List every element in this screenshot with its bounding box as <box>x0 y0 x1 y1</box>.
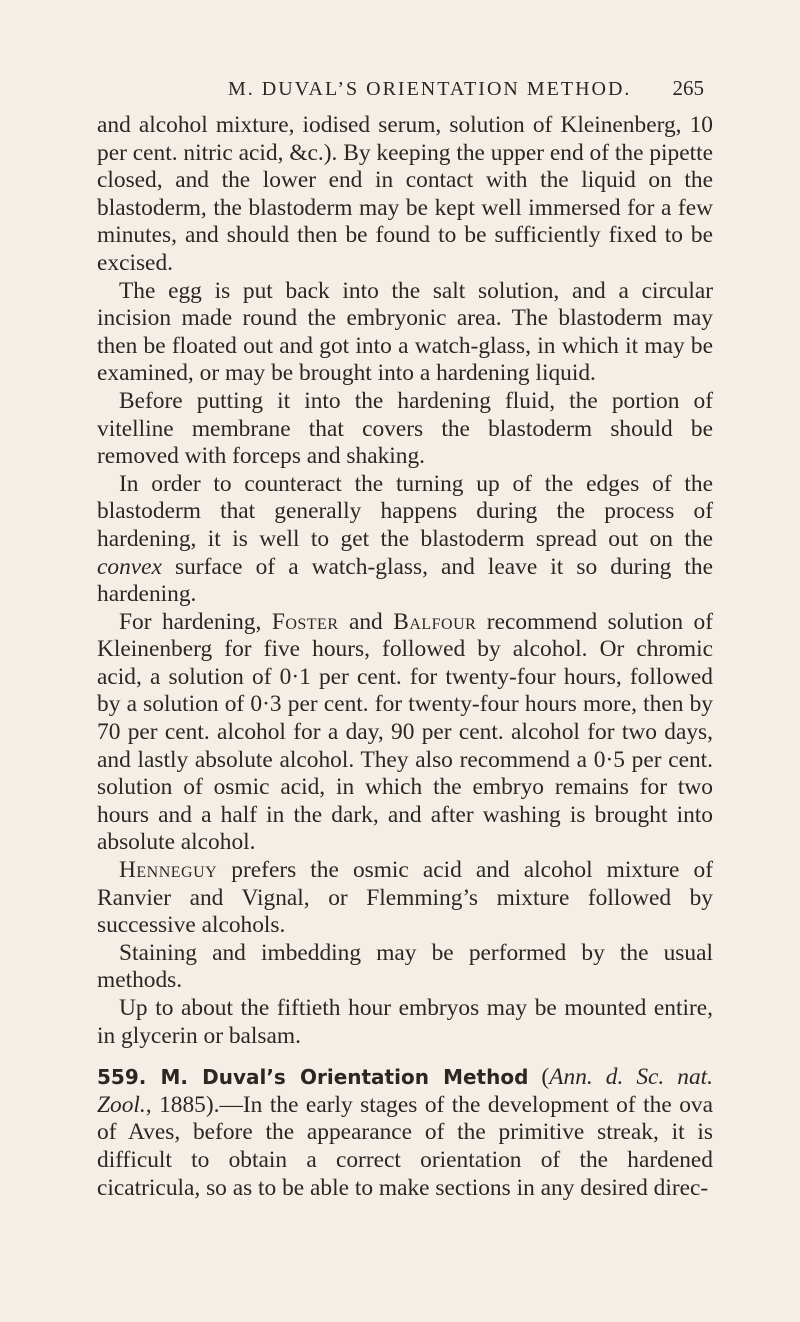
author-name-balfour: Balfour <box>393 608 477 635</box>
paragraph-henneguy <box>97 857 713 940</box>
section-559 <box>97 1064 713 1202</box>
text-run: For hardening, <box>119 608 272 635</box>
page-number: 265 <box>672 76 704 100</box>
text-run: prefers the osmic acid and alcohol mixture of Ranvier and Vignal, or Flemming’s mixture followed by successive alcohols. <box>97 857 713 939</box>
text-run: recommend solution of Kleinenberg for five hours, followed by alcohol. Or chromic acid, a solution of 0·1 per cent. for twenty-four hours, followed by a solution of 0·3 per cent. for twenty-four hours more, then by 70 per cent. alcohol for a day, 90 per cent. alcohol for two days, and lastly absolute alcohol. They also recommend a 0·5 per cent. solution of osmic acid, in which the embryo remains for two hours and a half in the dark, and after washing is brought into absolute alcohol. <box>97 608 713 856</box>
text-run: and <box>338 608 394 635</box>
citation: Ann. d. Sc. nat. Zool., <box>97 1064 713 1118</box>
section-heading: 559. M. Duval’s Orientation Method <box>97 1065 529 1090</box>
text-run: surface of a watch-glass, and leave it so during the hardening. <box>97 553 713 608</box>
paragraph-hardening <box>97 609 713 857</box>
paragraph-staining: Staining and imbedding may be performed by the usual methods. <box>97 939 713 994</box>
paragraph-vitelline-membrane: Before putting it into the hardening fluid, the portion of vitelline membrane that covers the blastoderm should be removed with forceps and shaking. <box>97 387 713 470</box>
paragraph-continuation: and alcohol mixture, iodised serum, solution of Kleinenberg, 10 per cent. nitric acid, &c.). By keeping the upper end of the pipette closed, and the lower end in contact with the liquid on the blastoderm, the blastoderm may be kept well immersed for a few minutes, and should then be found to be sufficiently fixed to be excised. <box>97 112 713 276</box>
body-text <box>97 112 713 1202</box>
text-run: In order to counteract the turning up of the edges of the blastoderm that generally happens during the process of hardening, it is well to get the blastoderm spread out on the <box>97 470 713 552</box>
paragraph-egg-incision: The egg is put back into the salt solution, and a circular incision made round the embryonic area. The blastoderm may then be floated out and got into a watch-glass, in which it may be examined, or may be brought into a hardening liquid. <box>97 277 713 387</box>
paragraph-counteract-turning <box>97 471 713 609</box>
running-title: M. DUVAL’S ORIENTATION METHOD. <box>228 78 632 100</box>
text-run: ( <box>528 1064 550 1091</box>
paragraph-mounting: Up to about the fiftieth hour embryos may be mounted entire, in glycerin or balsam. <box>97 995 713 1049</box>
section-text: 1885).—In the early stages of the development of the ova of Aves, before the appearance of the primitive streak, it is difficult to obtain a correct orientation of the hardened cicatricula, so as to be able to make sections in any desired direc- <box>97 1091 713 1201</box>
emphasis-convex: convex <box>97 553 162 580</box>
running-head <box>228 76 704 112</box>
author-name-foster: Foster <box>271 608 339 635</box>
author-name-henneguy: Henneguy <box>119 857 218 884</box>
